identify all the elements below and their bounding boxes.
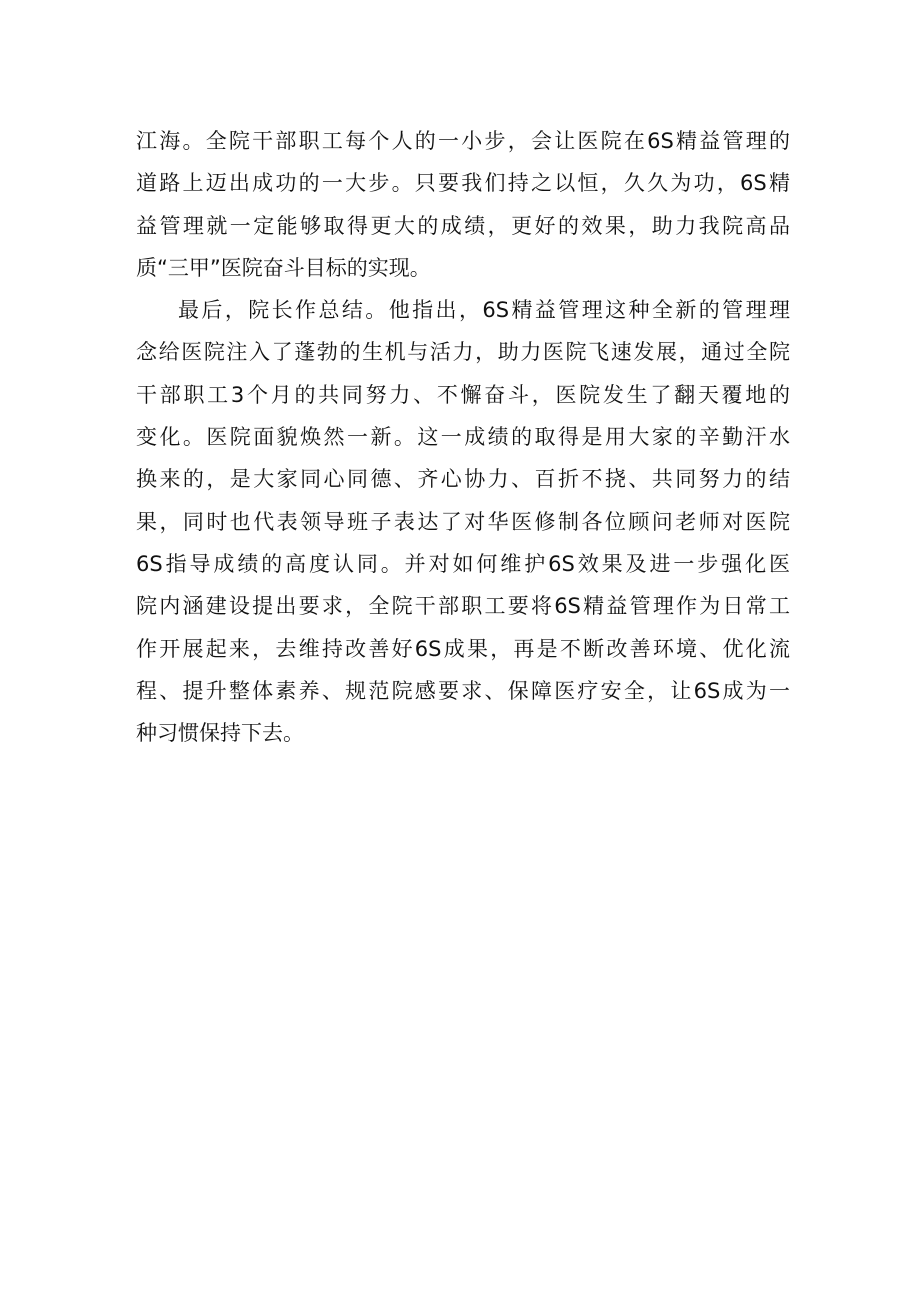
text-line: 6S指导成绩的高度认同。并对如何维护6S效果及进一步强化医: [136, 551, 790, 576]
text-line: 种习惯保持下去。: [136, 721, 304, 746]
text-line: 变化。医院面貌焕然一新。这一成绩的取得是用大家的辛勤汗水: [136, 425, 790, 450]
text-line: 江海。全院干部职工每个人的一小步，会让医院在6S精益管理的: [136, 129, 790, 153]
text-line: 念给医院注入了蓬勃的生机与活力，助力医院飞速发展，通过全院: [136, 340, 790, 365]
text-line: 作开展起来，去维持改善好6S成果，再是不断改善环境、优化流: [136, 636, 790, 661]
text-line: 道路上迈出成功的一大步。只要我们持之以恒，久久为功，6S精: [136, 171, 790, 196]
paragraph-1: [136, 120, 790, 289]
text-line: 换来的，是大家同心同德、齐心协力、百折不挠、共同努力的结: [136, 467, 790, 492]
text-line: 程、提升整体素养、规范院感要求、保障医疗安全，让6S成为一: [136, 678, 790, 703]
document-body: [136, 120, 790, 754]
text-line: 果，同时也代表领导班子表达了对华医修制各位顾问老师对医院: [136, 509, 790, 534]
text-line: 质“三甲”医院奋斗目标的实现。: [136, 255, 431, 280]
text-line: 院内涵建设提出要求，全院干部职工要将6S精益管理作为日常工: [136, 594, 790, 619]
paragraph-2: [136, 289, 790, 754]
text-line: 干部职工3个月的共同努力、不懈奋斗，医院发生了翻天覆地的: [136, 382, 790, 407]
text-line: 益管理就一定能够取得更大的成绩，更好的效果，助力我院高品: [136, 213, 790, 238]
text-line: 最后，院长作总结。他指出，6S精益管理这种全新的管理理: [178, 298, 790, 323]
